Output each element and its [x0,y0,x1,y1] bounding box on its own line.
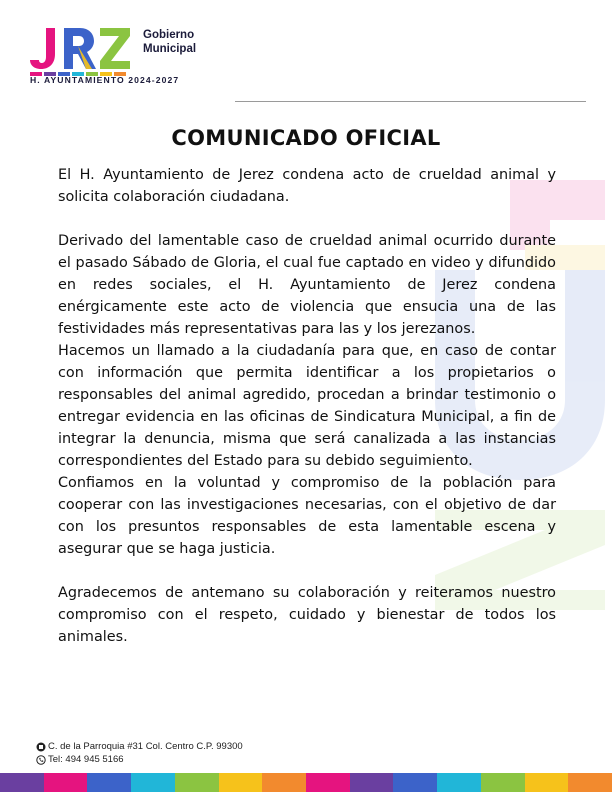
stripe-segment [393,773,437,792]
jrz-logo-mark [30,24,135,79]
phone-text: Tel: 494 945 5166 [48,754,124,765]
phone-icon [36,755,46,765]
gobierno-municipal-label: Gobierno Municipal [143,29,197,55]
color-stripe [0,773,612,792]
paragraph-intro: El H. Ayuntamiento de Jerez condena acto de crueldad animal y solicita colaboración ciudadana. [58,167,556,205]
paragraph-call-to-action: Hacemos un llamado a la ciudadanía para que, en caso de contar con información que permita identificar a los propietarios o responsables del animal agredido, procedan a brindar testimonio o entregar evidencia en las oficinas de Sindicatura Municipal, a fin de integrar la denuncia, misma que será canalizada a las instancias correspondientes del Estado para su debido seguimiento. [58,343,556,469]
document-body [58,164,556,648]
stripe-segment [44,773,88,792]
stripe-segment [262,773,306,792]
stripe-segment [306,773,350,792]
address-text: C. de la Parroquia #31 Col. Centro C.P. 99300 [48,741,243,752]
paragraph-thanks: Agradecemos de antemano su colaboración y reiteramos nuestro compromiso con el respeto, cuidado y bienestar de todos los animales. [58,585,556,645]
paragraph-trust: Confiamos en la voluntad y compromiso de la población para cooperar con las investigaciones necesarias, con el objetivo de dar con los presuntos responsables de esta lamentable escena y asegurar que se haga justicia. [58,475,556,557]
municipal-logo [30,24,205,88]
stripe-segment [131,773,175,792]
phone-row [36,753,243,766]
document-title: COMUNICADO OFICIAL [171,126,441,150]
address-row [36,740,243,753]
stripe-segment [87,773,131,792]
stripe-segment [0,773,44,792]
stripe-segment [481,773,525,792]
header-divider [235,101,586,102]
building-icon [36,742,46,752]
stripe-segment [568,773,612,792]
stripe-segment [175,773,219,792]
ayuntamiento-period: H. AYUNTAMIENTO 2024-2027 [30,75,180,85]
paragraph-context: Derivado del lamentable caso de crueldad animal ocurrido durante el pasado Sábado de Gloria, el cual fue captado en video y difundido en redes sociales, el H. Ayuntamiento de Jerez condena enérgicamente este acto de violencia que ensucia una de las festividades más representativas para las y los jerezanos. [58,233,556,337]
stripe-segment [525,773,569,792]
stripe-segment [219,773,263,792]
stripe-segment [437,773,481,792]
stripe-segment [350,773,394,792]
contact-footer [36,740,243,766]
